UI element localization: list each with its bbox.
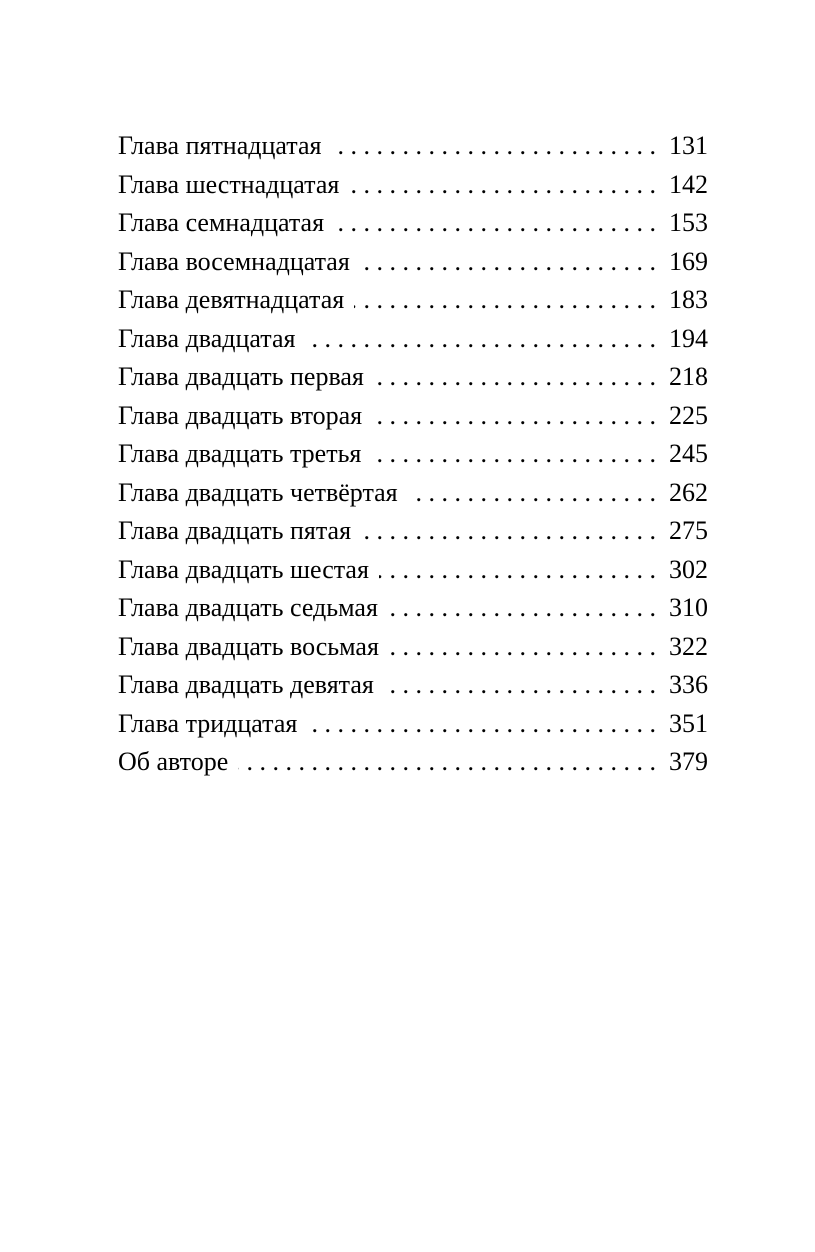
toc-entry-page: 322: [669, 631, 708, 661]
toc-dot-leader: [389, 628, 656, 667]
toc-dot-leader: [307, 705, 656, 744]
table-of-contents: [118, 127, 708, 782]
toc-entry-page: 183: [669, 285, 708, 314]
toc-dot-leader: [354, 281, 656, 320]
toc-entry: [118, 243, 708, 282]
toc-dot-leader: [374, 358, 656, 397]
toc-entry-title: Глава двадцать шестая: [118, 554, 369, 584]
toc-entry-title: Глава шестнадцатая: [118, 169, 340, 199]
toc-entry: [118, 512, 708, 551]
toc-entry-title: Глава двадцать седьмая: [118, 593, 378, 622]
toc-dot-leader: [384, 666, 656, 705]
toc-entry-title: Глава восемнадцатая: [118, 246, 350, 276]
toc-dot-leader: [388, 589, 656, 628]
toc-entry-page: 225: [669, 400, 708, 430]
toc-entry: [118, 204, 708, 243]
toc-entry-page: 302: [669, 554, 708, 584]
toc-dot-leader: [408, 474, 656, 513]
toc-dot-leader: [331, 127, 656, 166]
toc-dot-leader: [360, 243, 656, 282]
toc-entry-page: 218: [669, 362, 708, 391]
toc-dot-leader: [349, 166, 656, 205]
toc-entry-title: Глава семнадцатая: [118, 208, 325, 237]
toc-dot-leader: [371, 435, 656, 474]
toc-entry-page: 310: [669, 593, 708, 622]
toc-entry-page: 245: [669, 439, 708, 468]
toc-entry-title: Глава двадцать первая: [118, 362, 364, 391]
toc-entry-title: Глава девятнадцатая: [118, 285, 345, 314]
toc-entry-title: Глава двадцать девятая: [118, 670, 374, 699]
toc-entry: [118, 628, 708, 667]
toc-entry-page: 379: [669, 747, 708, 776]
toc-entry-title: Глава двадцатая: [118, 323, 296, 353]
toc-dot-leader: [379, 551, 656, 590]
toc-entry: [118, 320, 708, 359]
toc-dot-leader: [238, 743, 656, 782]
toc-entry-page: 153: [669, 208, 708, 237]
toc-entry-page: 275: [669, 516, 708, 545]
toc-entry-page: 336: [669, 670, 708, 699]
toc-entry: [118, 474, 708, 513]
toc-dot-leader: [305, 320, 656, 359]
toc-entry-page: 142: [669, 169, 708, 199]
toc-entry: [118, 127, 708, 166]
toc-entry-title: Глава пятнадцатая: [118, 131, 322, 160]
toc-entry: [118, 166, 708, 205]
toc-dot-leader: [372, 397, 656, 436]
toc-entry-page: 194: [669, 323, 708, 353]
toc-entry: [118, 435, 708, 474]
toc-entry-title: Глава двадцать третья: [118, 439, 362, 468]
toc-entry-title: Глава двадцать четвёртая: [118, 477, 398, 507]
toc-entry-title: Глава двадцать пятая: [118, 516, 352, 545]
toc-entry: [118, 705, 708, 744]
toc-entry-page: 169: [669, 246, 708, 276]
toc-entry-title: Об авторе: [118, 747, 229, 776]
toc-entry: [118, 358, 708, 397]
toc-entry-title: Глава двадцать восьмая: [118, 631, 379, 661]
toc-entry: [118, 666, 708, 705]
toc-entry-page: 131: [669, 131, 708, 160]
toc-dot-leader: [334, 204, 656, 243]
toc-entry: [118, 397, 708, 436]
toc-entry-title: Глава тридцатая: [118, 708, 298, 738]
toc-entry: [118, 589, 708, 628]
toc-entry-page: 262: [669, 477, 708, 507]
toc-entry-page: 351: [669, 708, 708, 738]
toc-entry: [118, 281, 708, 320]
toc-entry-title: Глава двадцать вторая: [118, 400, 363, 430]
toc-entry: [118, 743, 708, 782]
toc-entry: [118, 551, 708, 590]
toc-dot-leader: [361, 512, 656, 551]
